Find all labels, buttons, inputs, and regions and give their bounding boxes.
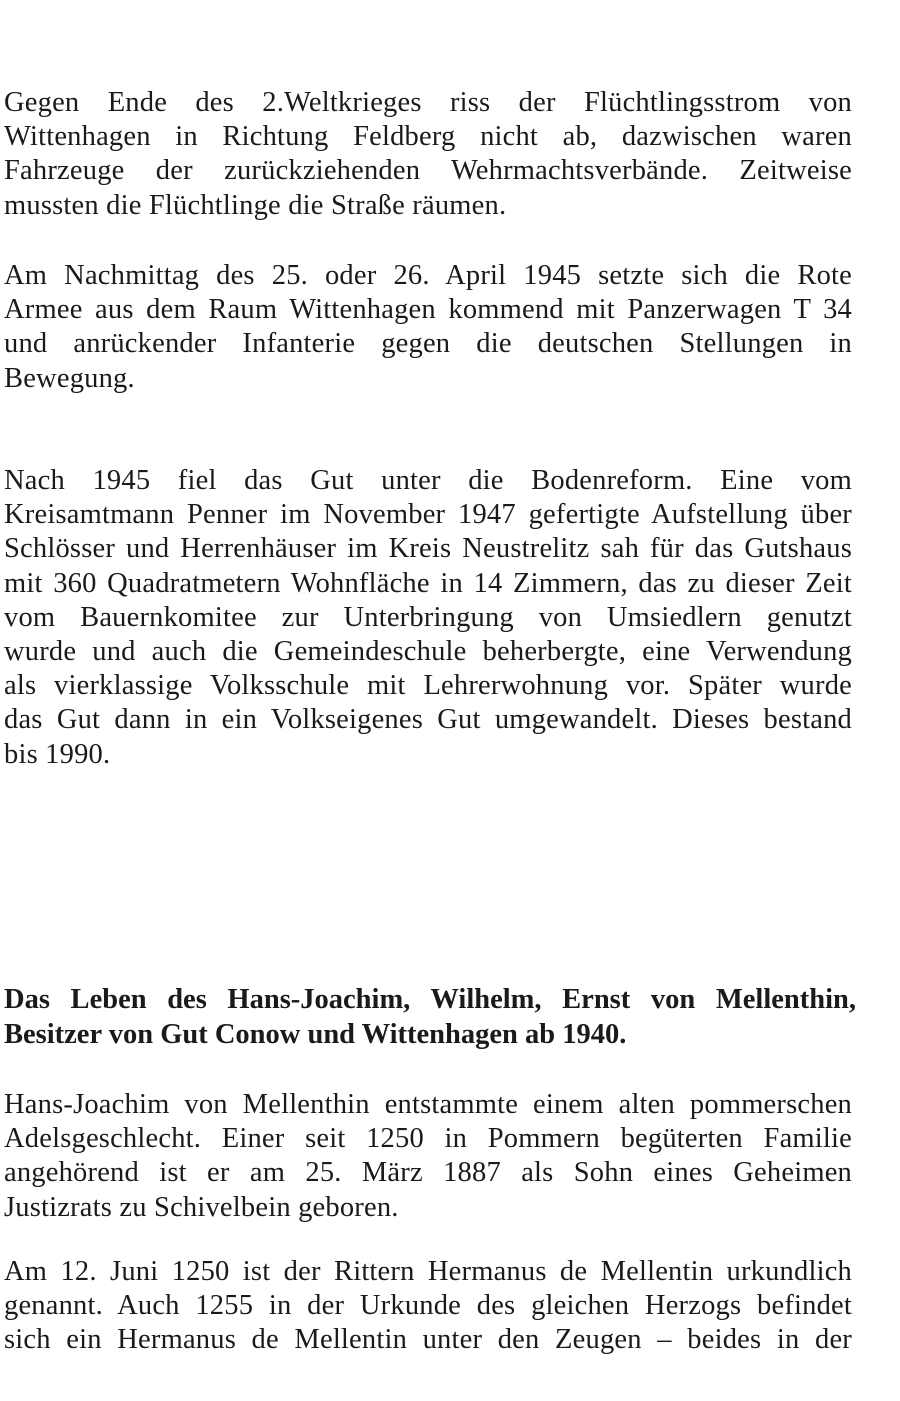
text-line: Armee aus dem Raum Wittenhagen kommend mit Panzerwagen T 34 [4, 294, 852, 326]
text-line: sich ein Hermanus de Mellentin unter den Zeugen – beides in der [4, 1324, 852, 1356]
text-line: bis 1990. [4, 738, 111, 770]
text-line: mit 360 Quadratmetern Wohnfläche in 14 Zimmern, das zu dieser Zeit [4, 567, 852, 599]
text-line: Kreisamtmann Penner im November 1947 gefertigte Aufstellung über [4, 499, 852, 531]
paragraph-red-army [4, 259, 852, 396]
text-line: das Gut dann in ein Volkseigenes Gut umgewandelt. Dieses bestand [4, 704, 852, 736]
heading-line: Das Leben des Hans-Joachim, Wilhelm, Ernst von Mellenthin, [4, 984, 856, 1015]
text-line: Gegen Ende des 2.Weltkrieges riss der Flüchtlingsstrom von [4, 87, 852, 118]
text-line: Schlösser und Herrenhäuser im Kreis Neustrelitz sah für das Gutshaus [4, 533, 852, 565]
text-line: Fahrzeuge der zurückziehenden Wehrmachtsverbände. Zeitweise [4, 155, 852, 187]
paragraph-family-origin [4, 1088, 852, 1225]
text-line: Bewegung. [4, 362, 135, 394]
text-line: Adelsgeschlecht. Einer seit 1250 in Pommern begüterten Familie [4, 1123, 852, 1155]
text-line: Wittenhagen in Richtung Feldberg nicht ab, dazwischen waren [4, 121, 852, 153]
text-line: Nach 1945 fiel das Gut unter die Bodenreform. Eine vom [4, 465, 852, 496]
text-line: Am Nachmittag des 25. oder 26. April 1945 setzte sich die Rote [4, 260, 852, 291]
text-line: Am 12. Juni 1250 ist der Rittern Hermanus de Mellentin urkundlich [4, 1256, 852, 1287]
section-heading [4, 983, 856, 1052]
paragraph-refugees [4, 86, 852, 223]
text-line: mussten die Flüchtlinge die Straße räumen. [4, 189, 507, 221]
paragraph-land-reform [4, 464, 852, 772]
text-line: Justizrats zu Schivelbein geboren. [4, 1191, 399, 1223]
text-line: angehörend ist er am 25. März 1887 als Sohn eines Geheimen [4, 1157, 852, 1189]
text-line: genannt. Auch 1255 in der Urkunde des gleichen Herzogs befindet [4, 1290, 852, 1322]
paragraph-historical-record [4, 1255, 852, 1358]
text-line: vom Bauernkomitee zur Unterbringung von Umsiedlern genutzt [4, 601, 852, 633]
text-line: als vierklassige Volksschule mit Lehrerwohnung vor. Später wurde [4, 670, 852, 702]
text-line: und anrückender Infanterie gegen die deutschen Stellungen in [4, 328, 852, 360]
heading-line: Besitzer von Gut Conow und Wittenhagen ab 1940. [4, 1018, 627, 1050]
text-line: wurde und auch die Gemeindeschule beherbergte, eine Verwendung [4, 636, 852, 668]
text-line: Hans-Joachim von Mellenthin entstammte einem alten pommerschen [4, 1089, 852, 1120]
